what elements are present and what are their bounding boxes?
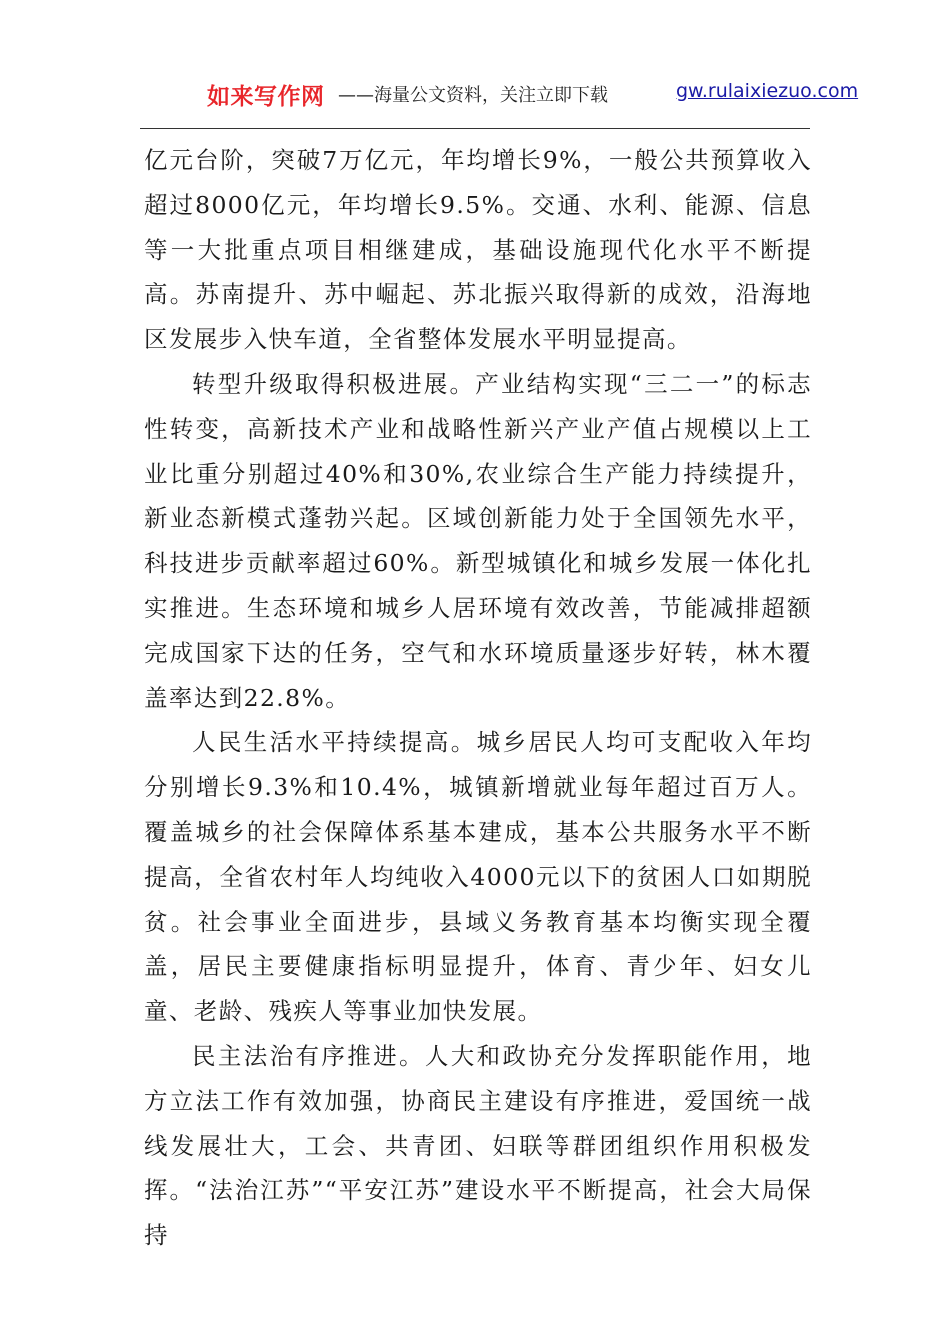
paragraph-4: 民主法治有序推进。人大和政协充分发挥职能作用，地方立法工作有效加强，协商民主建设有序推进，爱国统一战线发展壮大，工会、共青团、妇联等群团组织作用积极发挥。“法治江苏”“平安江苏”建设水平不断提高，社会大局保持 — [144, 1041, 812, 1250]
paragraph-2: 转型升级取得积极进展。产业结构实现“三二一”的标志性转变，高新技术产业和战略性新兴产业产值占规模以上工业比重分别超过40%和30%,农业综合生产能力持续提升，新业态新模式蓬勃兴起。区域创新能力处于全国领先水平，科技进步贡献率超过60%。新型城镇化和城乡发展一体化扎实推进。生态环境和城乡人居环境有效改善，节能减排超额完成国家下达的任务，空气和水环境质量逐步好转，林木覆盖率达到22.8%。 — [144, 369, 812, 712]
paragraph-1: 亿元台阶，突破7万亿元，年均增长9%，一般公共预算收入超过8000亿元，年均增长9.5%。交通、水利、能源、信息等一大批重点项目相继建成，基础设施现代化水平不断提高。苏南提升、苏中崛起、苏北振兴取得新的成效，沿海地区发展步入快车道，全省整体发展水平明显提高。 — [144, 146, 812, 354]
paragraph-3: 人民生活水平持续提高。城乡居民人均可支配收入年均分别增长9.3%和10.4%，城镇新增就业每年超过百万人。覆盖城乡的社会保障体系基本建成，基本公共服务水平不断提高，全省农村年人均纯收入4000元以下的贫困人口如期脱贫。社会事业全面进步，县域义务教育基本均衡实现全覆盖，居民主要健康指标明显提升，体育、青少年、妇女儿童、老龄、残疾人等事业加快发展。 — [144, 728, 812, 1026]
site-link[interactable]: gw.rulaixiezuo.com — [676, 80, 859, 102]
page-header — [0, 68, 950, 114]
document-body — [144, 138, 812, 1258]
header-tagline: ——海量公文资料，关注立即下载 — [338, 85, 608, 106]
header-divider — [140, 128, 810, 129]
brand-logo-text: 如来写作网 — [207, 84, 325, 110]
